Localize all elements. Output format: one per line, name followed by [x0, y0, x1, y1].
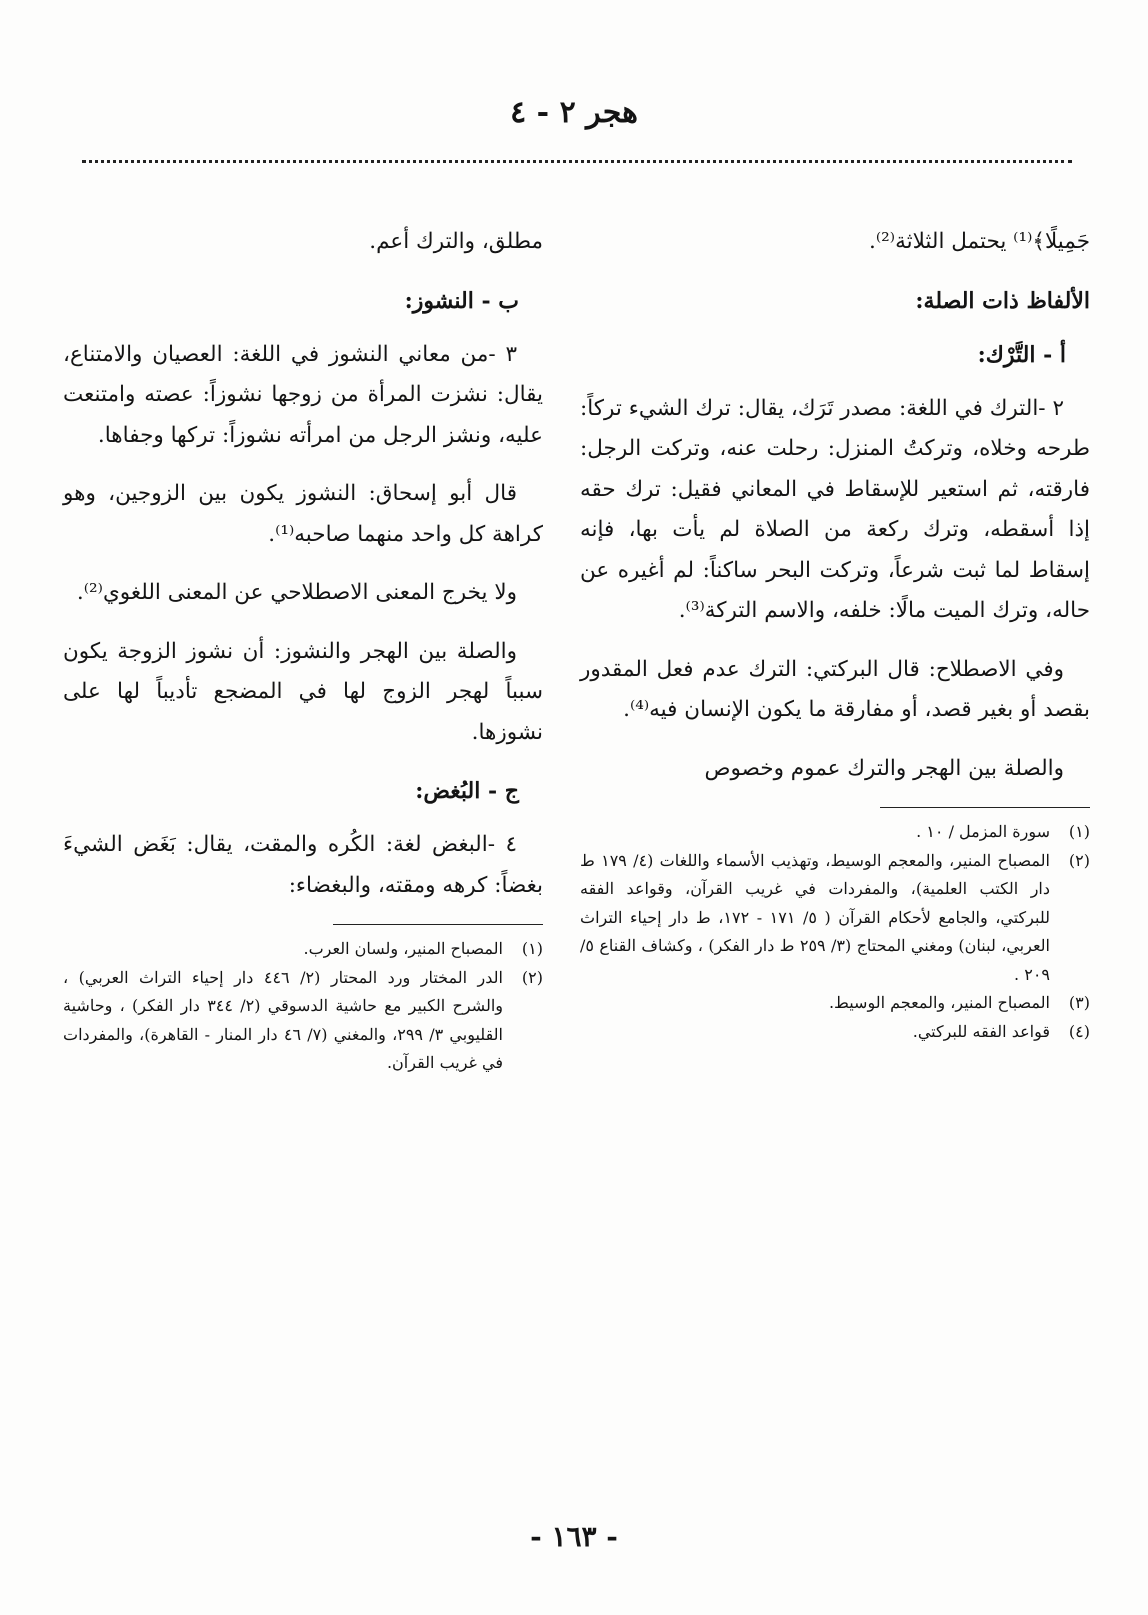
footnote: (١) سورة المزمل / ١٠ . [916, 822, 1090, 841]
left-column [63, 222, 543, 1078]
footnote: (١) المصباح المنير، ولسان العرب. [303, 939, 543, 958]
paragraph-tark-istilah: وفي الاصطلاح: قال البركتي: الترك عدم فعل المقدور بقصد أو بغير قصد، أو مفارقة ما يكون الإنسان فيه⁽⁴⁾. [580, 656, 1090, 722]
footnotes-left [63, 935, 543, 1078]
footnotes-right [580, 818, 1090, 1046]
intro-line: جَمِيلًا﴾⁽¹⁾ يحتمل الثلاثة⁽²⁾. [869, 229, 1090, 254]
footnote: (٣) المصباح المنير، والمعجم الوسيط. [828, 993, 1090, 1012]
paragraph-tark-lugha: ٢ -الترك في اللغة: مصدر تَرَك، يقال: ترك الشيء تركاً: طرحه وخلاه، وتركتُ المنزل: رحلت عنه، وتركت الرجل: فارقته، ثم استعير للإسقاط في المعاني فقيل: ترك حقه إذا أسقطه، وترك ركعة من الصلاة لم يأت بها، فإنه إسقاط لما ثبت شرعاً، وتركت البحر ساكناً: لم أغيره عن حاله، وترك الميت مالًا: خلفه، والاسم التركة⁽³⁾. [580, 395, 1090, 623]
right-column [580, 222, 1090, 1046]
paragraph-nushuz-sila: والصلة بين الهجر والنشوز: أن نشوز الزوجة يكون سبباً لهجر الزوج لها في المضجع تأديباً لها على نشوزها. [63, 638, 543, 745]
section-heading: الألفاظ ذات الصلة: [915, 287, 1090, 314]
footnote-divider [880, 807, 1090, 808]
page-header: هجر ٢ - ٤ [510, 95, 638, 130]
paragraph-abu-ishaq: قال أبو إسحاق: النشوز يكون بين الزوجين، وهو كراهة كل واحد منهما صاحبه⁽¹⁾. [63, 481, 543, 547]
footnote: (٢) المصباح المنير، والمعجم الوسيط، وتهذيب الأسماء واللغات (٤/ ١٧٩ ط دار الكتب العلمية)، والمفردات في غريب القرآن، وقواعد الفقه للبركتي، والجامع لأحكام القرآن ( ٥/ ١٧١ - ١٧٢، ط دار إحياء التراث العربي، لبنان) ومغني المحتاج (٣/ ٢٥٩ ط دار الفكر) ، وكشاف القناع ٥/ ٢٠٩ . [580, 850, 1090, 984]
paragraph-bughd: ٤ -البغض لغة: الكُره والمقت، يقال: بَغَض الشيءَ بغضاً: كرهه ومقته، والبغضاء: [63, 832, 543, 898]
paragraph-istilah: ولا يخرج المعنى الاصطلاحي عن المعنى اللغوي⁽²⁾. [76, 580, 517, 605]
paragraph-tark-sila: والصلة بين الهجر والترك عموم وخصوص [704, 755, 1064, 781]
footnote: (٢) الدر المختار ورد المحتار (٢/ ٤٤٦ دار إحياء التراث العربي) ، والشرح الكبير مع حاشية الدسوقي (٢/ ٣٤٤ دار الفكر) ، وحاشية القليوبي ٣/ ٢٩٩، والمغني (٧/ ٤٦ دار المنار - القاهرة)، والمفردات في غريب القرآن. [63, 967, 543, 1072]
subheading-bughd: ج - البُغض: [415, 778, 519, 804]
continuation-line: مطلق، والترك أعم. [369, 229, 543, 254]
page-number: - ١٦٣ - [530, 1520, 618, 1553]
subheading-tark: أ - التَّرْك: [977, 341, 1066, 368]
footnote-divider [333, 924, 543, 925]
paragraph-nushuz-lugha: ٣ -من معاني النشوز في اللغة: العصيان والامتناع، يقال: نشزت المرأة من زوجها نشوزاً: عصته وامتنعت عليه، ونشز الرجل من امرأته نشوزاً: تركها وجفاها. [63, 341, 543, 448]
header-divider [82, 160, 1072, 163]
footnote: (٤) قواعد الفقه للبركتي. [912, 1021, 1090, 1041]
subheading-nushuz: ب - النشوز: [404, 287, 519, 314]
